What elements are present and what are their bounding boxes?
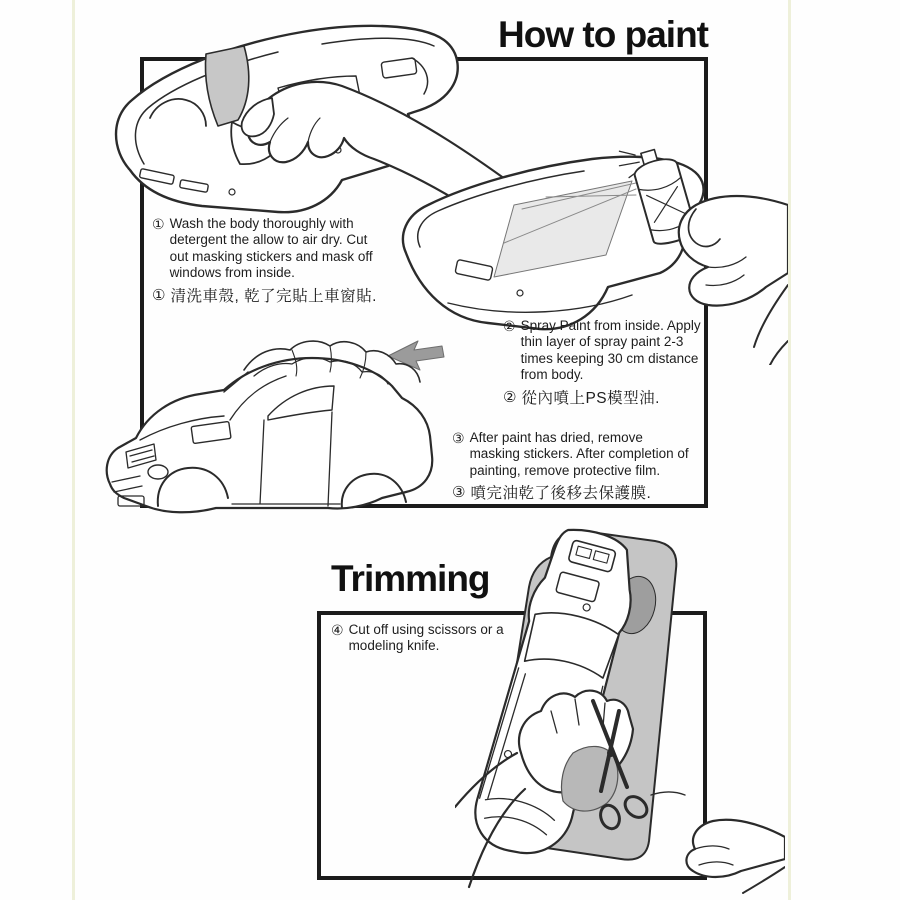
step-2-text-en: Spray Paint from inside. Apply thin layer of spray paint 2-3 times keeping 30 cm distance from body. [520, 318, 701, 383]
step-3-text-en: After paint has dried, remove masking stickers. After completion of painting, remove protective film. [469, 430, 689, 478]
step-3-number: ③ [452, 430, 465, 446]
paint-step-3 [452, 430, 695, 504]
step-1-text-zh: 清洗車殼, 乾了完貼上車窗貼. [170, 287, 377, 305]
scissor-hand-line [651, 792, 685, 795]
film-body-illustration-svg [96, 336, 460, 550]
hand-on-can [679, 196, 788, 306]
arm-lines [754, 285, 788, 365]
paint-section-title: How to paint [498, 14, 708, 55]
right-arm [743, 867, 785, 893]
step-1-text-en: Wash the body thoroughly with detergent the allow to air dry. Cut out masking stickers and mask off windows from inside. [169, 216, 373, 281]
step-3-number-zh: ③ [452, 484, 466, 502]
paint-step-1 [152, 216, 378, 306]
film-body-illustration [96, 336, 460, 550]
trimming-section-title: Trimming [331, 558, 490, 599]
right-hand [686, 820, 785, 877]
step-4-text-en: Cut off using scissors or a modeling knife. [348, 622, 504, 654]
step-4-number: ④ [331, 622, 344, 638]
step-1-number-zh: ① [152, 286, 166, 304]
direction-arrow-icon [388, 341, 444, 370]
sheet-edge-right [788, 0, 791, 900]
step-2-number-zh: ② [503, 388, 517, 406]
scissors-pivot [608, 750, 615, 757]
step-2-text-zh: 從內噴上PS模型油. [521, 389, 660, 407]
step-3-text-zh: 噴完油乾了後移去保護膜. [470, 485, 652, 503]
trimming-illustration-svg [455, 515, 785, 895]
trimming-step-4 [331, 622, 527, 655]
car-body [107, 358, 433, 512]
paint-step-2 [503, 318, 717, 408]
step-2-number: ② [503, 318, 516, 334]
sheet-edge-left [72, 0, 75, 900]
trimming-illustration [455, 515, 785, 895]
step-1-number: ① [152, 216, 165, 232]
